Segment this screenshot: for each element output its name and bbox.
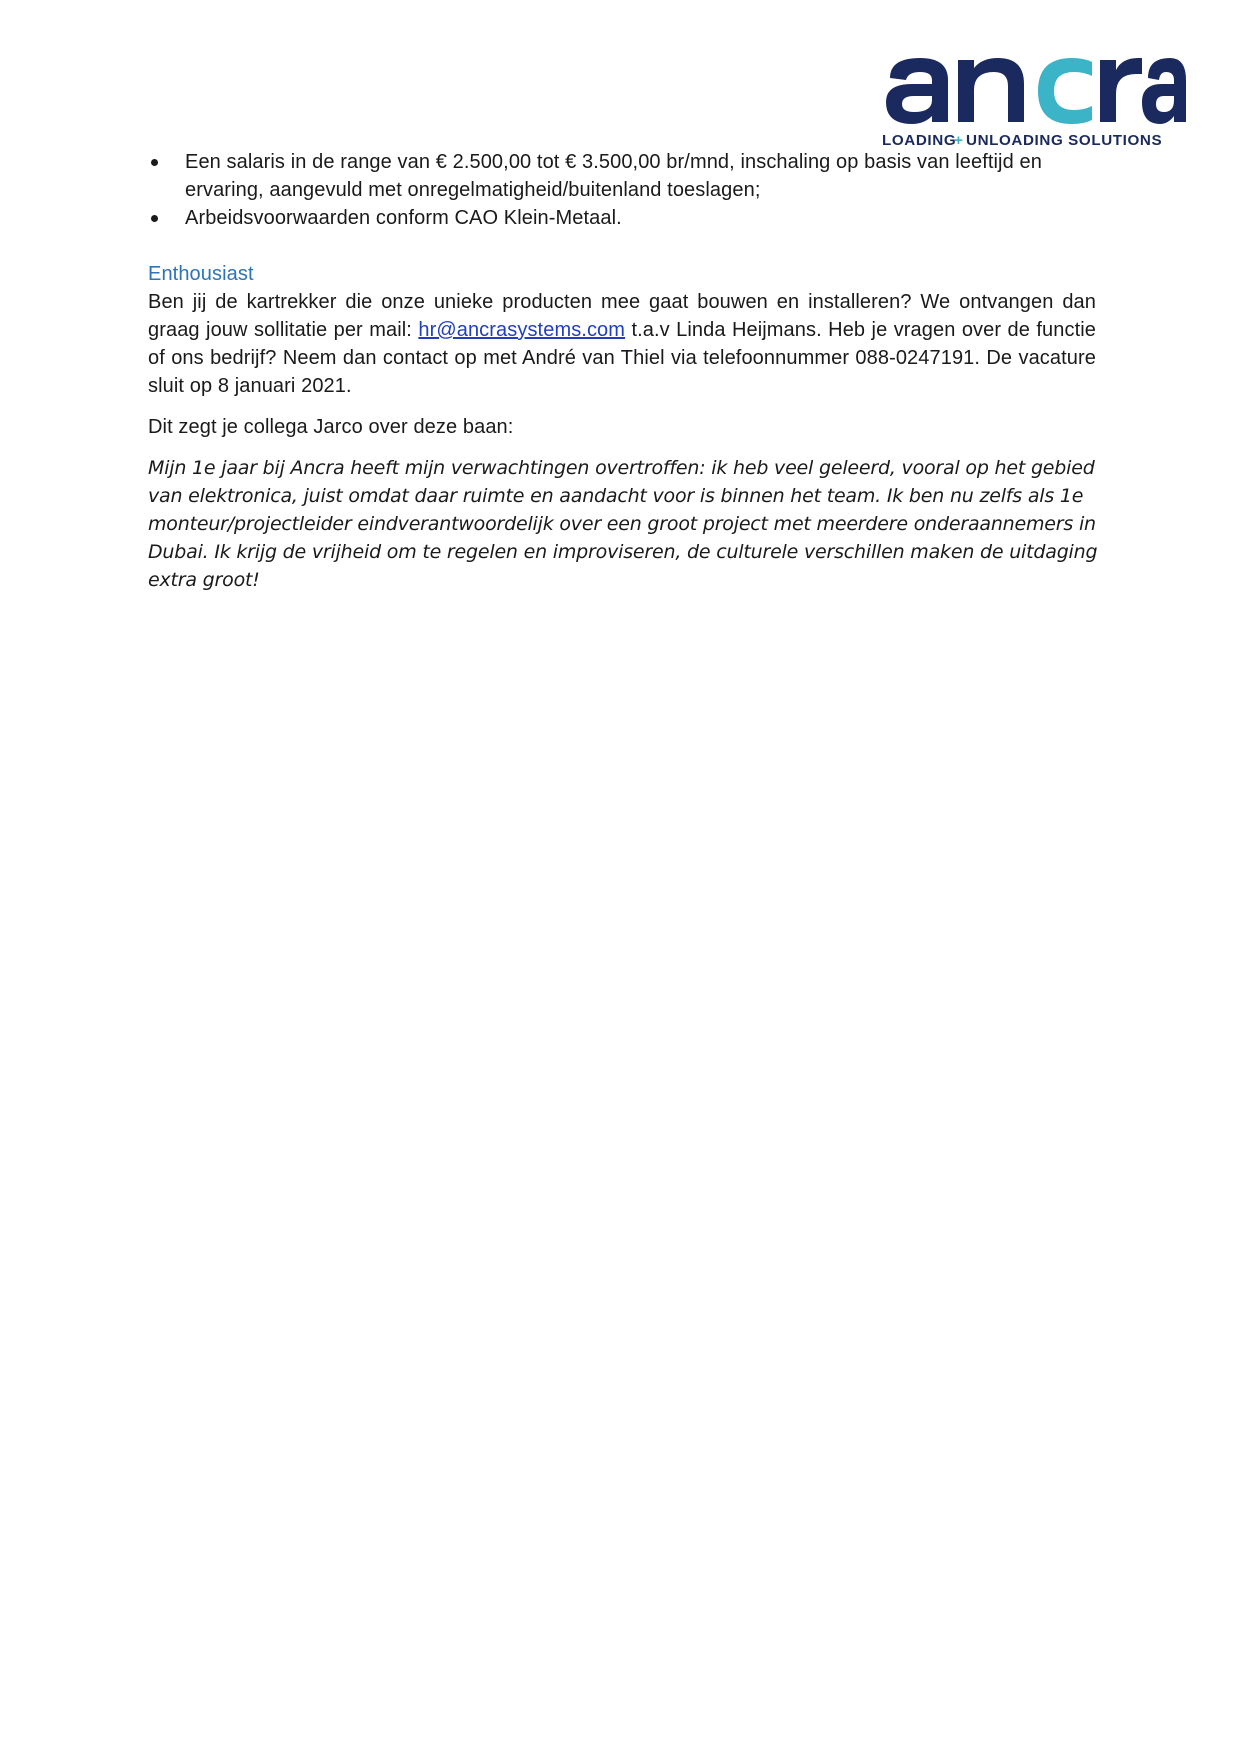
list-item (148, 204, 1096, 232)
application-paragraph (148, 288, 1096, 400)
ancra-logo-image (880, 50, 1190, 150)
list-item-text: Arbeidsvoorwaarden conform CAO Klein-Metaal. (185, 207, 622, 229)
paragraph-text-end: t.a.v Linda Heijmans. Heb je vragen over de functie of ons bedrijf? Neem dan contact op met André van Thiel via telefoonnummer 088-0247191. De vacature sluit op 8 januari 2021. (148, 319, 1096, 397)
list-item-text: Een salaris in de range van € 2.500,00 tot € 3.500,00 br/mnd, inschaling op basis van leeftijd en ervaring, aangevuld met onregelmatigheid/buitenland toeslagen; (185, 151, 1042, 201)
section-heading: Enthousiast (148, 263, 254, 285)
svg-text:UNLOADING SOLUTIONS: UNLOADING SOLUTIONS (966, 132, 1163, 149)
colleague-quote: Mijn 1e jaar bij Ancra heeft mijn verwachtingen overtroffen: ik heb veel geleerd, vooral op het gebied van elektronica, juist omdat daar ruimte en aandacht voor is binnen het team. Ik ben nu zelfs als 1e monteur/projectleider eindverantwoordelijk over een groot project met meerdere onderaannemers in Dubai. Ik krijg de vrijheid om te regelen en improviseren, de culturele verschillen maken de uitdaging extra groot! (148, 457, 1098, 591)
bullet-icon (151, 159, 158, 166)
benefits-list (148, 148, 1096, 232)
colleague-intro: Dit zegt je collega Jarco over deze baan: (148, 416, 514, 438)
email-link[interactable]: hr@ancrasystems.com (418, 319, 626, 341)
document-body (148, 148, 1096, 613)
svg-text:LOADING: LOADING (882, 132, 957, 149)
ancra-logo (880, 50, 1190, 150)
bullet-icon (151, 215, 158, 222)
list-item (148, 148, 1096, 204)
svg-text:+: + (954, 132, 963, 149)
paragraph-text-start: Ben jij de kartrekker die onze unieke producten mee gaat bouwen en installeren? We ontvangen dan graag jouw sollitatie per mail: (148, 291, 1096, 341)
